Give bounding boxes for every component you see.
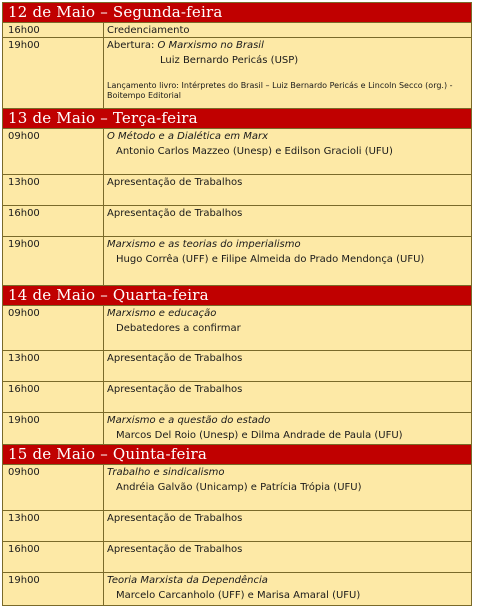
session-title-italic: Trabalho e sindicalismo [107, 467, 225, 478]
schedule-table [2, 2, 472, 606]
table-row [3, 38, 471, 109]
session-cell [107, 352, 467, 365]
time-cell: 09h00 [8, 308, 40, 319]
session-speakers: Marcos Del Roio (Unesp) e Dilma Andrade de Paula (UFU) [116, 430, 403, 441]
session-title: Apresentação de Trabalhos [107, 353, 243, 364]
session-title [107, 574, 467, 587]
session-cell [107, 176, 467, 189]
column-divider [103, 465, 104, 510]
session-cell [107, 238, 467, 266]
session-title: Apresentação de Trabalhos [107, 544, 243, 555]
session-cell [107, 24, 467, 37]
session-cell [107, 512, 467, 525]
session-title [107, 466, 467, 479]
session-cell [107, 466, 467, 494]
session-cell [107, 383, 467, 396]
session-cell [107, 130, 467, 158]
column-divider [103, 542, 104, 572]
table-row [3, 413, 471, 445]
session-speakers: Andréia Galvão (Unicamp) e Patrícia Trópia (UFU) [116, 482, 362, 493]
time-cell: 13h00 [8, 177, 40, 188]
session-title: Apresentação de Trabalhos [107, 513, 243, 524]
session-title [107, 130, 467, 143]
session-title-italic: O Marxismo no Brasil [157, 40, 264, 51]
time-cell: 19h00 [8, 575, 40, 586]
time-cell: 16h00 [8, 208, 40, 219]
table-row [3, 511, 471, 542]
column-divider [103, 511, 104, 541]
column-divider [103, 573, 104, 605]
table-row [3, 237, 471, 286]
column-divider [103, 175, 104, 205]
column-divider [103, 351, 104, 381]
day-header-15-maio: 15 de Maio – Quinta-feira [3, 445, 471, 465]
day-header-12-maio: 12 de Maio – Segunda-feira [3, 3, 471, 23]
session-title-italic: Teoria Marxista da Dependência [107, 575, 268, 586]
table-row [3, 23, 471, 38]
column-divider [103, 237, 104, 285]
session-cell [107, 307, 467, 335]
table-row [3, 465, 471, 511]
column-divider [103, 129, 104, 174]
book-launch-note: Lançamento livro: Intérpretes do Brasil – Luiz Bernardo Pericás e Lincoln Secco (org.) - Boitempo Editorial [107, 81, 453, 100]
column-divider [103, 382, 104, 412]
session-speakers: Antonio Carlos Mazzeo (Unesp) e Edilson Gracioli (UFU) [116, 146, 393, 157]
column-divider [103, 23, 104, 37]
day-header-13-maio: 13 de Maio – Terça-feira [3, 109, 471, 129]
column-divider [103, 38, 104, 108]
table-row [3, 175, 471, 206]
time-cell: 09h00 [8, 467, 40, 478]
table-row [3, 573, 471, 605]
time-cell: 13h00 [8, 513, 40, 524]
session-title [107, 238, 467, 251]
time-cell: 19h00 [8, 239, 40, 250]
time-cell: 16h00 [8, 384, 40, 395]
session-title-italic: Marxismo e educação [107, 308, 217, 319]
session-cell [107, 543, 467, 556]
day-header-14-maio: 14 de Maio – Quarta-feira [3, 286, 471, 306]
session-speakers: Debatedores a confirmar [116, 323, 241, 334]
session-title [107, 307, 467, 320]
session-title [107, 39, 467, 52]
time-cell: 19h00 [8, 415, 40, 426]
table-row [3, 306, 471, 351]
session-title-italic: Marxismo e a questão do estado [107, 415, 271, 426]
session-title: Credenciamento [107, 25, 190, 36]
time-cell: 16h00 [8, 25, 40, 36]
time-cell: 09h00 [8, 131, 40, 142]
column-divider [103, 206, 104, 236]
session-title-prefix: Abertura: [107, 40, 158, 51]
session-cell [107, 39, 467, 101]
column-divider [103, 306, 104, 350]
session-speakers: Luiz Bernardo Pericás (USP) [160, 55, 299, 66]
table-row [3, 542, 471, 573]
session-title: Apresentação de Trabalhos [107, 384, 243, 395]
session-title: Apresentação de Trabalhos [107, 177, 243, 188]
time-cell: 19h00 [8, 40, 40, 51]
session-speakers: Marcelo Carcanholo (UFF) e Marisa Amaral (UFU) [116, 590, 361, 601]
table-row [3, 382, 471, 413]
session-cell [107, 414, 467, 442]
session-speakers: Hugo Corrêa (UFF) e Filipe Almeida do Prado Mendonça (UFU) [116, 254, 425, 265]
session-title-italic: O Método e a Dialética em Marx [107, 131, 269, 142]
column-divider [103, 413, 104, 444]
time-cell: 16h00 [8, 544, 40, 555]
table-row [3, 129, 471, 175]
session-title: Apresentação de Trabalhos [107, 208, 243, 219]
session-cell [107, 207, 467, 220]
time-cell: 13h00 [8, 353, 40, 364]
session-cell [107, 574, 467, 602]
table-row [3, 351, 471, 382]
session-title-italic: Marxismo e as teorias do imperialismo [107, 239, 301, 250]
table-row [3, 206, 471, 237]
session-title [107, 414, 467, 427]
